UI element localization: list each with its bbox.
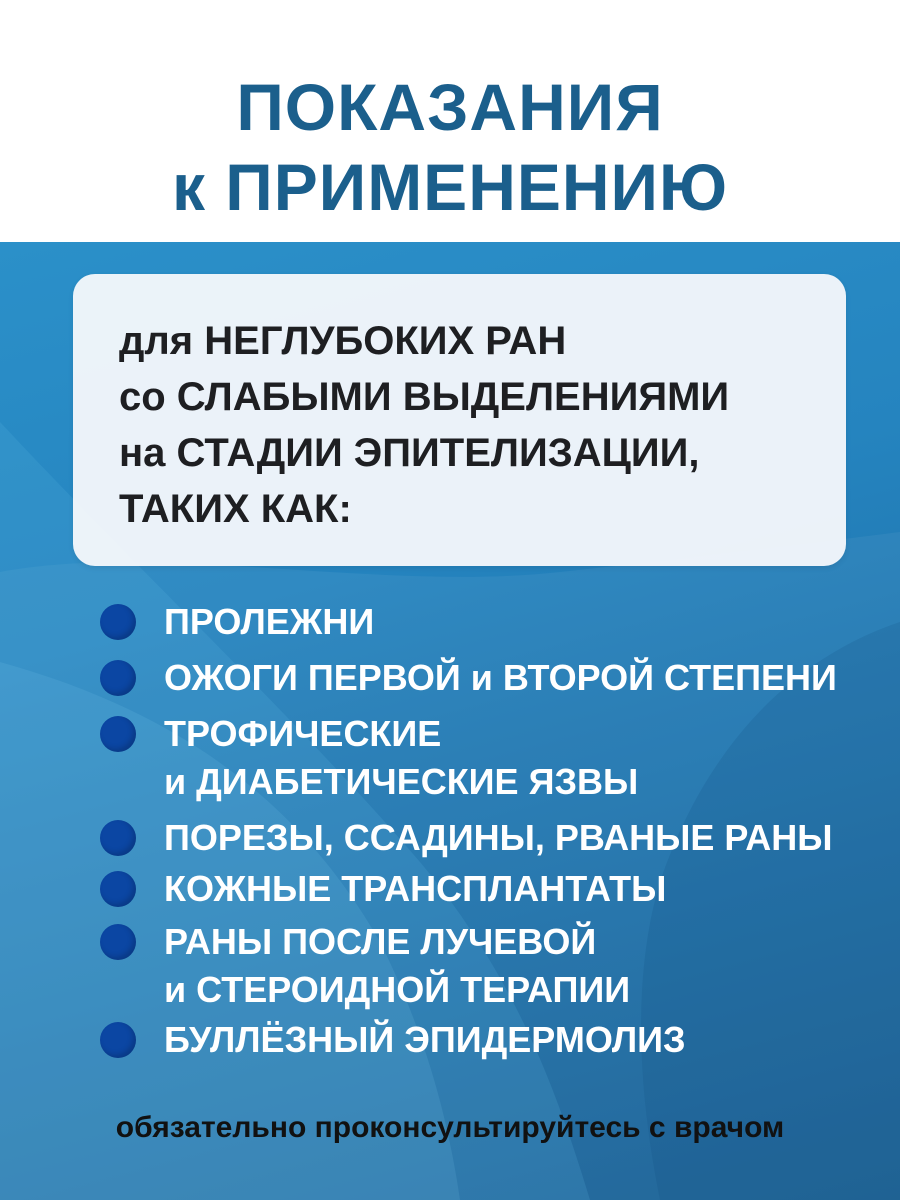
list-item-line: ОЖОГИ ПЕРВОЙ и ВТОРОЙ СТЕПЕНИ [164, 657, 837, 698]
intro-line: со СЛАБЫМИ ВЫДЕЛЕНИЯМИ [119, 375, 730, 419]
bullet-dot-icon [100, 871, 136, 907]
list-item-line: ПРОЛЕЖНИ [164, 601, 375, 642]
page-title-line-1: ПОКАЗАНИЯ [236, 70, 664, 144]
bullet-dot-icon [100, 716, 136, 752]
list-item-line: и ДИАБЕТИЧЕСКИЕ ЯЗВЫ [164, 761, 639, 802]
intro-card [73, 274, 846, 566]
bullet-dot-icon [100, 1022, 136, 1058]
list-item-line: РАНЫ ПОСЛЕ ЛУЧЕВОЙ [164, 921, 597, 962]
list-item-line: КОЖНЫЕ ТРАНСПЛАНТАТЫ [164, 868, 667, 909]
list-item-line: ТРОФИЧЕСКИЕ [164, 713, 442, 754]
list-item-line: ПОРЕЗЫ, ССАДИНЫ, РВАНЫЕ РАНЫ [164, 817, 833, 858]
list-item-line: и СТЕРОИДНОЙ ТЕРАПИИ [164, 969, 631, 1010]
doctor-consult-note: обязательно проконсультируйтесь с врачом [115, 1111, 785, 1144]
header [0, 0, 900, 242]
bullet-dot-icon [100, 820, 136, 856]
intro-line: на СТАДИИ ЭПИТЕЛИЗАЦИИ, [119, 431, 700, 475]
intro-line: для НЕГЛУБОКИХ РАН [119, 319, 567, 363]
bullet-dot-icon [100, 604, 136, 640]
list-item-line: БУЛЛЁЗНЫЙ ЭПИДЕРМОЛИЗ [164, 1019, 686, 1060]
bullet-dot-icon [100, 924, 136, 960]
bullet-dot-icon [100, 660, 136, 696]
intro-line: ТАКИХ КАК: [119, 487, 352, 531]
page-title-line-2: к ПРИМЕНЕНИЮ [171, 150, 729, 224]
